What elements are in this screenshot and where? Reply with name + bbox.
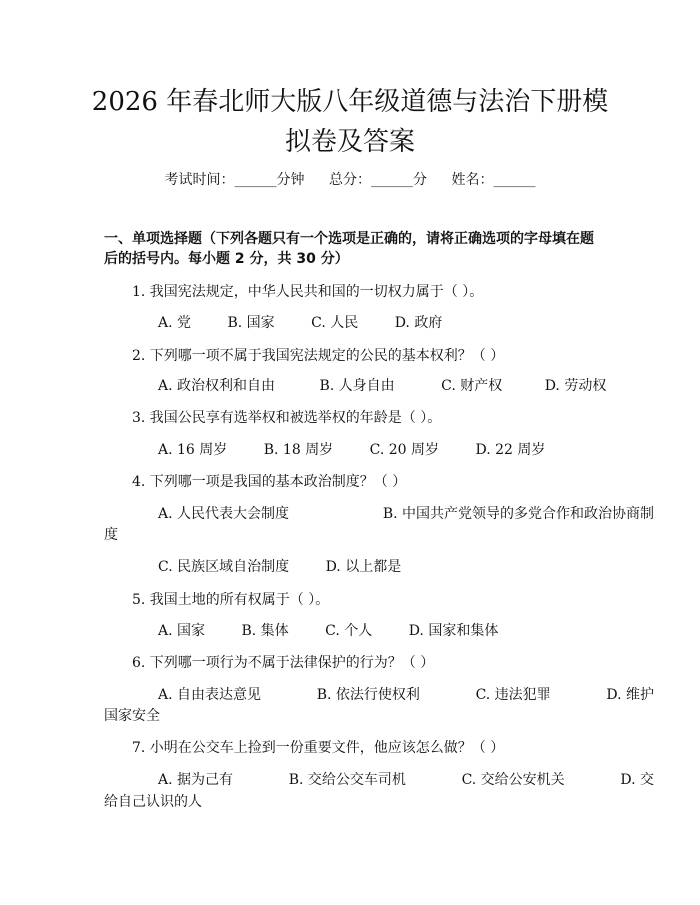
option: A. 党	[158, 315, 192, 331]
option: B. 人身自由	[319, 378, 395, 394]
question-options	[104, 504, 656, 524]
option: B. 交给公交车司机	[288, 772, 406, 788]
section-heading-line-2: 后的括号内。每小题 2 分，共 30 分）	[104, 251, 349, 267]
option: D. 交	[620, 772, 654, 788]
option: D. 国家和集体	[408, 623, 499, 639]
option: D. 维护	[606, 687, 654, 703]
question-options	[104, 770, 656, 790]
title-line-1: 2026 年春北师大版八年级道德与法治下册模	[91, 87, 609, 117]
exam-time: 考试时间：______分钟	[164, 172, 305, 188]
option: C. 20 周岁	[369, 442, 440, 458]
question-stem: 6. 下列哪一项行为不属于法律保护的行为？（ ）	[132, 655, 435, 671]
option: A. 国家	[158, 623, 206, 639]
option: A. 人民代表大会制度	[158, 506, 290, 522]
option: B. 集体	[241, 623, 289, 639]
option: A. 政治权利和自由	[158, 378, 276, 394]
question-stem: 7. 小明在公交车上捡到一份重要文件，他应该怎么做？（ ）	[132, 740, 505, 756]
option-wrap: 给自己认识的人	[104, 794, 202, 810]
option: A. 自由表达意见	[158, 687, 262, 703]
exam-total-score: 总分：______分	[329, 172, 427, 188]
question-options	[104, 557, 654, 577]
option: C. 违法犯罪	[475, 687, 551, 703]
question-stem: 3. 我国公民享有选举权和被选举权的年龄是（ ）。	[132, 410, 442, 426]
option: C. 交给公安机关	[461, 772, 565, 788]
student-name: 姓名：______	[451, 172, 536, 188]
option: D. 劳动权	[544, 378, 607, 394]
option: C. 个人	[325, 623, 373, 639]
question-stem: 1. 我国宪法规定，中华人民共和国的一切权力属于（ ）。	[132, 284, 484, 300]
exam-title	[60, 82, 640, 162]
section-heading-line-1: 一、单项选择题（下列各题只有一个选项是正确的，请将正确选项的字母填在题	[104, 231, 594, 247]
section-heading	[104, 229, 600, 269]
option: A. 据为己有	[158, 772, 234, 788]
option: B. 依法行使权利	[316, 687, 420, 703]
question-options	[104, 440, 654, 460]
option: D. 22 周岁	[475, 442, 546, 458]
option-wrap: 国家安全	[104, 708, 160, 724]
question-stem: 5. 我国土地的所有权属于（ ）。	[132, 592, 330, 608]
question-options	[104, 313, 654, 333]
question-options	[104, 685, 656, 705]
option: C. 人民	[311, 315, 359, 331]
question-stem: 4. 下列哪一项是我国的基本政治制度？（ ）	[132, 474, 407, 490]
question-options	[104, 621, 654, 641]
option: C. 民族区域自治制度	[158, 559, 290, 575]
option-wrap: 度	[104, 527, 118, 543]
question-options	[104, 376, 654, 396]
option: B. 18 周岁	[263, 442, 334, 458]
option: B. 国家	[227, 315, 275, 331]
option: D. 以上都是	[325, 559, 402, 575]
option: B. 中国共产党领导的多党合作和政治协商制	[382, 506, 654, 522]
option: C. 财产权	[441, 378, 503, 394]
exam-meta	[0, 170, 700, 190]
option: A. 16 周岁	[158, 442, 228, 458]
title-line-2: 拟卷及答案	[284, 127, 415, 157]
question-stem: 2. 下列哪一项不属于我国宪法规定的公民的基本权利？（ ）	[132, 348, 505, 364]
option: D. 政府	[394, 315, 443, 331]
